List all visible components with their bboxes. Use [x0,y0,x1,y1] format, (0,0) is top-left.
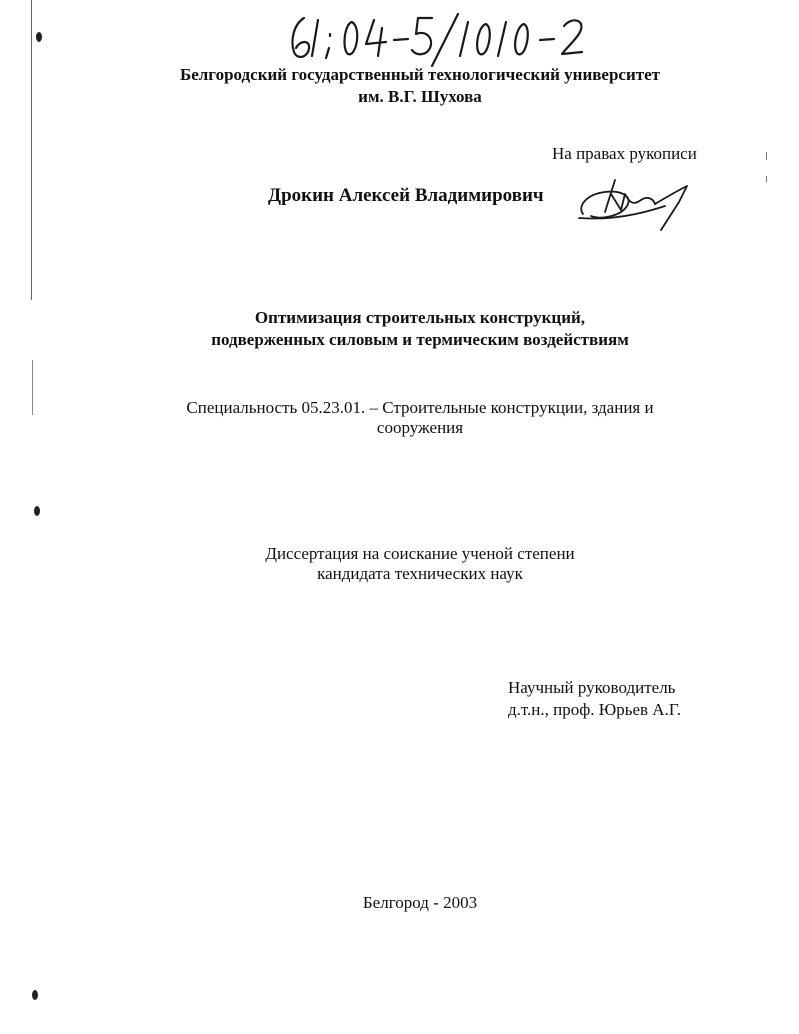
scan-mark-left-top [36,32,42,42]
dissertation-title [120,307,720,351]
handwritten-archive-code [282,10,602,68]
scan-edge-line-right [766,152,767,160]
specialty-line-2: сооружения [376,418,464,437]
title-line-1: Оптимизация строительных конструкций, [254,308,586,327]
signature [575,176,705,234]
rights-note: На правах рукописи [552,144,697,163]
scan-edge-line-left-lower [32,360,33,415]
supervisor-name: д.т.н., проф. Юрьев А.Г. [508,700,681,719]
degree-line-2: кандидата технических наук [317,564,523,583]
scan-edge-line-right-2 [766,176,767,182]
title-line-2: подверженных силовым и термическим воздействиям [211,330,629,349]
degree-line-1: Диссертация на соискание ученой степени [265,544,575,563]
city-year: Белгород - 2003 [362,893,478,912]
university-line-2: им. В.Г. Шухова [358,87,482,106]
scan-edge-line-left [31,0,32,300]
degree-statement [120,544,720,584]
university-line-1: Белгородский государственный технологический университет [179,65,661,84]
scan-mark-left-bottom [32,990,38,1000]
supervisor-block [508,677,768,721]
university-name [120,64,720,108]
author-name: Дрокин Алексей Владимирович [268,185,544,206]
specialty-line-1: Специальность 05.23.01. – Строительные конструкции, здания и [186,398,654,417]
scan-mark-left-middle [34,506,40,516]
supervisor-label: Научный руководитель [508,678,676,697]
specialty [120,398,720,438]
